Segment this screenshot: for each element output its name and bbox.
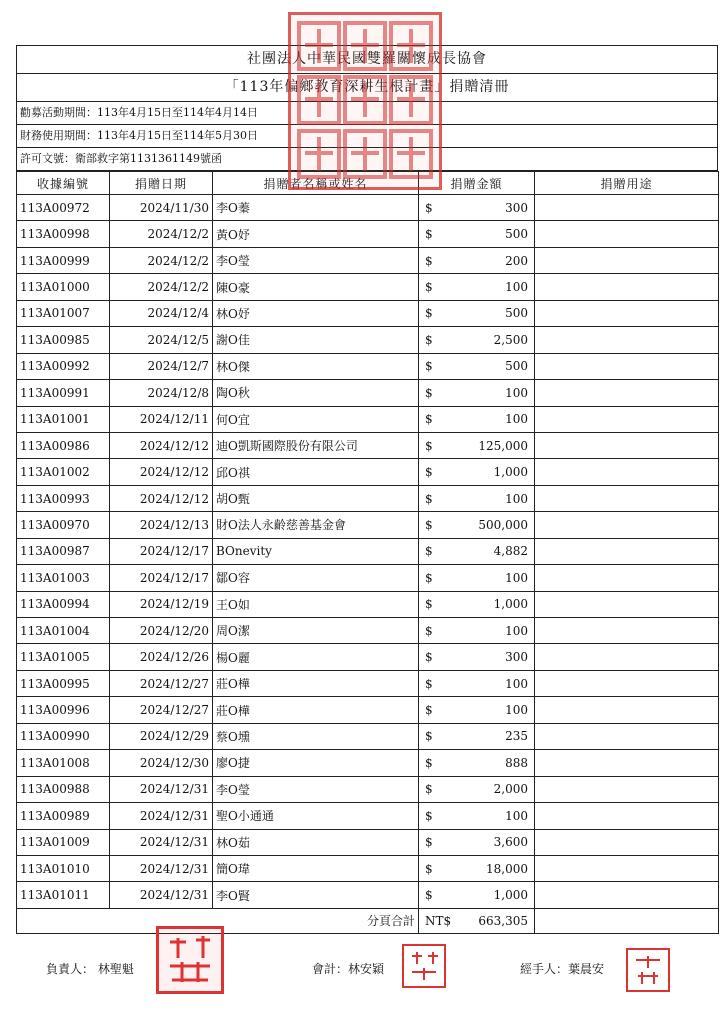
amount-value: 100	[505, 676, 528, 691]
donation-date: 2024/12/31	[110, 803, 213, 829]
table-row	[17, 300, 719, 326]
table-row	[17, 670, 719, 696]
donation-date: 2024/12/17	[110, 565, 213, 591]
accountant-signature: 會計：林安穎	[312, 962, 385, 976]
receipt-number: 113A00990	[17, 723, 110, 749]
donor-name: 何O宜	[213, 406, 419, 432]
donor-name: 李O瑩	[213, 776, 419, 802]
currency-symbol: $	[425, 253, 433, 268]
currency-symbol: $	[425, 227, 433, 242]
receipt-number: 113A01001	[17, 406, 110, 432]
receipt-number: 113A01009	[17, 829, 110, 855]
donation-date: 2024/12/17	[110, 538, 213, 564]
donation-amount	[419, 882, 535, 908]
currency-symbol: $	[425, 491, 433, 506]
donor-name: 周O潔	[213, 618, 419, 644]
donor-name: 邱O祺	[213, 459, 419, 485]
donor-name: 楊O麗	[213, 644, 419, 670]
donation-date: 2024/11/30	[110, 195, 213, 221]
donor-name: 鄒O容	[213, 565, 419, 591]
amount-value: 125,000	[478, 438, 528, 453]
subtotal-currency: NT$	[425, 913, 452, 928]
donation-purpose	[535, 274, 719, 300]
currency-symbol: $	[425, 332, 433, 347]
amount-value: 200	[505, 253, 528, 268]
donation-date: 2024/12/27	[110, 697, 213, 723]
col-receipt: 收據編號	[17, 172, 110, 195]
donation-amount	[419, 803, 535, 829]
donation-amount	[419, 829, 535, 855]
responsible-signature: 負責人： 林聖魁	[46, 962, 134, 976]
amount-value: 500,000	[478, 517, 528, 532]
donation-date: 2024/12/2	[110, 221, 213, 247]
currency-symbol: $	[425, 623, 433, 638]
amount-value: 100	[505, 808, 528, 823]
donation-date: 2024/12/31	[110, 882, 213, 908]
receipt-number: 113A00987	[17, 538, 110, 564]
donation-purpose	[535, 618, 719, 644]
currency-symbol: $	[425, 755, 433, 770]
donation-purpose	[535, 882, 719, 908]
donation-purpose	[535, 459, 719, 485]
donation-date: 2024/12/4	[110, 300, 213, 326]
donation-purpose	[535, 300, 719, 326]
donor-name: BOnevity	[213, 538, 419, 564]
table-row	[17, 459, 719, 485]
amount-value: 300	[505, 200, 528, 215]
table-row	[17, 750, 719, 776]
receipt-number: 113A00985	[17, 327, 110, 353]
col-donor: 捐贈者名稱或姓名	[213, 172, 419, 195]
donor-name: 胡O甄	[213, 485, 419, 511]
table-row	[17, 432, 719, 458]
fundraising-period: 勸募活動期間：113年4月15日至114年4月14日	[17, 102, 717, 125]
table-row	[17, 803, 719, 829]
donation-purpose	[535, 750, 719, 776]
amount-value: 4,882	[493, 544, 528, 559]
donation-date: 2024/12/20	[110, 618, 213, 644]
donation-date: 2024/12/7	[110, 353, 213, 379]
currency-symbol: $	[425, 703, 433, 718]
subtotal-label: 分頁合計	[17, 908, 419, 933]
table-row	[17, 618, 719, 644]
donation-amount	[419, 670, 535, 696]
currency-symbol: $	[425, 517, 433, 532]
table-row	[17, 723, 719, 749]
donor-name: 林O妤	[213, 300, 419, 326]
donation-purpose	[535, 670, 719, 696]
donation-purpose	[535, 247, 719, 273]
donation-date: 2024/12/5	[110, 327, 213, 353]
receipt-number: 113A00999	[17, 247, 110, 273]
donation-purpose	[535, 697, 719, 723]
currency-symbol: $	[425, 861, 433, 876]
currency-symbol: $	[425, 676, 433, 691]
table-row	[17, 512, 719, 538]
receipt-number: 113A00970	[17, 512, 110, 538]
donation-amount	[419, 247, 535, 273]
handler-seal-stamp	[626, 948, 670, 992]
receipt-number: 113A00988	[17, 776, 110, 802]
amount-value: 1,000	[493, 888, 528, 903]
donation-date: 2024/12/27	[110, 670, 213, 696]
receipt-number: 113A01007	[17, 300, 110, 326]
donation-purpose	[535, 855, 719, 881]
donor-name: 陶O秋	[213, 380, 419, 406]
donation-purpose	[535, 591, 719, 617]
table-row	[17, 776, 719, 802]
donation-date: 2024/12/13	[110, 512, 213, 538]
amount-value: 18,000	[486, 861, 528, 876]
amount-value: 2,500	[493, 332, 528, 347]
donation-amount	[419, 565, 535, 591]
donation-purpose	[535, 406, 719, 432]
receipt-number: 113A00995	[17, 670, 110, 696]
currency-symbol: $	[425, 412, 433, 427]
table-row	[17, 829, 719, 855]
donor-name: 黃O妤	[213, 221, 419, 247]
currency-symbol: $	[425, 729, 433, 744]
receipt-number: 113A01010	[17, 855, 110, 881]
donation-amount	[419, 274, 535, 300]
donation-date: 2024/12/30	[110, 750, 213, 776]
donation-purpose	[535, 485, 719, 511]
table-row	[17, 247, 719, 273]
subtotal-value: 663,305	[478, 913, 528, 928]
receipt-number: 113A00986	[17, 432, 110, 458]
org-seal-stamp	[288, 12, 442, 190]
currency-symbol: $	[425, 385, 433, 400]
currency-symbol: $	[425, 888, 433, 903]
permit-number: 許可文號：衛部救字第1131361149號函	[17, 148, 717, 171]
receipt-number: 113A01000	[17, 274, 110, 300]
currency-symbol: $	[425, 438, 433, 453]
donation-amount	[419, 485, 535, 511]
receipt-number: 113A01011	[17, 882, 110, 908]
donation-amount	[419, 432, 535, 458]
donation-purpose	[535, 829, 719, 855]
donation-date: 2024/12/12	[110, 432, 213, 458]
handler-signature: 經手人：葉晨安	[520, 962, 605, 976]
responsible-seal-glyphs	[162, 932, 218, 988]
donation-date: 2024/12/31	[110, 776, 213, 802]
donation-amount	[419, 776, 535, 802]
donation-date: 2024/12/29	[110, 723, 213, 749]
col-amount: 捐贈金額	[419, 172, 535, 195]
currency-symbol: $	[425, 280, 433, 295]
col-purpose: 捐贈用途	[535, 172, 719, 195]
accountant-seal-stamp	[402, 944, 446, 988]
donation-date: 2024/12/2	[110, 274, 213, 300]
donor-name: 聖O小通通	[213, 803, 419, 829]
donation-amount	[419, 644, 535, 670]
donation-amount	[419, 855, 535, 881]
amount-value: 3,600	[493, 835, 528, 850]
table-row	[17, 195, 719, 221]
table-row	[17, 697, 719, 723]
donation-purpose	[535, 327, 719, 353]
donation-purpose	[535, 221, 719, 247]
table-body	[17, 195, 719, 909]
currency-symbol: $	[425, 306, 433, 321]
currency-symbol: $	[425, 650, 433, 665]
donor-name: 李O蓁	[213, 195, 419, 221]
receipt-number: 113A01003	[17, 565, 110, 591]
donation-amount	[419, 538, 535, 564]
donation-purpose	[535, 380, 719, 406]
donor-name: 莊O樺	[213, 697, 419, 723]
amount-value: 888	[505, 755, 528, 770]
receipt-number: 113A00989	[17, 803, 110, 829]
donation-date: 2024/12/26	[110, 644, 213, 670]
donor-name: 簡O瑋	[213, 855, 419, 881]
donor-name: 廖O捷	[213, 750, 419, 776]
table-row	[17, 565, 719, 591]
donation-purpose	[535, 512, 719, 538]
responsible-seal-stamp	[156, 926, 224, 994]
donor-name: 林O傑	[213, 353, 419, 379]
donation-amount	[419, 591, 535, 617]
donor-name: 謝O佳	[213, 327, 419, 353]
donor-name: 財O法人永齡慈善基金會	[213, 512, 419, 538]
receipt-number: 113A00972	[17, 195, 110, 221]
currency-symbol: $	[425, 808, 433, 823]
table-row	[17, 327, 719, 353]
donor-name: 陳O豪	[213, 274, 419, 300]
donation-purpose	[535, 776, 719, 802]
org-name: 社團法人中華民國雙羅關懷成長協會	[17, 46, 717, 74]
donation-amount	[419, 723, 535, 749]
donation-purpose	[535, 644, 719, 670]
receipt-number: 113A01005	[17, 644, 110, 670]
donation-purpose	[535, 803, 719, 829]
donation-amount	[419, 697, 535, 723]
currency-symbol: $	[425, 359, 433, 374]
amount-value: 100	[505, 491, 528, 506]
amount-value: 1,000	[493, 597, 528, 612]
donation-purpose	[535, 432, 719, 458]
donation-amount	[419, 300, 535, 326]
donor-name: 李O賢	[213, 882, 419, 908]
currency-symbol: $	[425, 570, 433, 585]
table-row	[17, 644, 719, 670]
table-row	[17, 485, 719, 511]
col-date: 捐贈日期	[110, 172, 213, 195]
amount-value: 1,000	[493, 465, 528, 480]
donation-date: 2024/12/8	[110, 380, 213, 406]
donation-amount	[419, 380, 535, 406]
table-row	[17, 406, 719, 432]
donation-table	[16, 171, 719, 934]
donation-amount	[419, 512, 535, 538]
amount-value: 2,000	[493, 782, 528, 797]
donation-purpose	[535, 195, 719, 221]
donation-date: 2024/12/12	[110, 485, 213, 511]
table-row	[17, 380, 719, 406]
currency-symbol: $	[425, 465, 433, 480]
receipt-number: 113A00996	[17, 697, 110, 723]
table-row	[17, 274, 719, 300]
table-row	[17, 538, 719, 564]
amount-value: 100	[505, 623, 528, 638]
amount-value: 235	[505, 729, 528, 744]
currency-symbol: $	[425, 782, 433, 797]
receipt-number: 113A01008	[17, 750, 110, 776]
donor-name: 王O如	[213, 591, 419, 617]
table-row	[17, 221, 719, 247]
amount-value: 500	[505, 227, 528, 242]
donation-purpose	[535, 565, 719, 591]
currency-symbol: $	[425, 544, 433, 559]
donation-purpose	[535, 538, 719, 564]
receipt-number: 113A01002	[17, 459, 110, 485]
receipt-number: 113A00994	[17, 591, 110, 617]
table-row	[17, 353, 719, 379]
table-row	[17, 591, 719, 617]
donation-date: 2024/12/2	[110, 247, 213, 273]
table-row	[17, 855, 719, 881]
subtotal-purpose	[535, 908, 719, 933]
donation-date: 2024/12/11	[110, 406, 213, 432]
amount-value: 100	[505, 280, 528, 295]
currency-symbol: $	[425, 200, 433, 215]
amount-value: 100	[505, 412, 528, 427]
donor-name: 莊O樺	[213, 670, 419, 696]
donor-name: 林O茹	[213, 829, 419, 855]
currency-symbol: $	[425, 597, 433, 612]
register-title: 「113年偏鄉教育深耕生根計畫」捐贈清冊	[17, 74, 717, 102]
donation-amount	[419, 750, 535, 776]
org-seal-glyphs	[291, 15, 439, 187]
donation-date: 2024/12/31	[110, 855, 213, 881]
receipt-number: 113A01004	[17, 618, 110, 644]
donation-purpose	[535, 353, 719, 379]
amount-value: 100	[505, 703, 528, 718]
donation-purpose	[535, 723, 719, 749]
donation-amount	[419, 221, 535, 247]
donor-name: 蔡O壎	[213, 723, 419, 749]
receipt-number: 113A00993	[17, 485, 110, 511]
donation-date: 2024/12/12	[110, 459, 213, 485]
donation-date: 2024/12/31	[110, 829, 213, 855]
usage-period: 財務使用期間：113年4月15日至114年5月30日	[17, 125, 717, 148]
donation-amount	[419, 327, 535, 353]
donor-name: 迪O凱斯國際股份有限公司	[213, 432, 419, 458]
donation-amount	[419, 353, 535, 379]
table-row	[17, 882, 719, 908]
handler-seal-glyphs	[630, 952, 666, 988]
amount-value: 100	[505, 570, 528, 585]
donation-amount	[419, 459, 535, 485]
subtotal-row	[17, 908, 719, 933]
subtotal-amount	[419, 908, 535, 933]
donation-amount	[419, 195, 535, 221]
receipt-number: 113A00992	[17, 353, 110, 379]
currency-symbol: $	[425, 835, 433, 850]
receipt-number: 113A00991	[17, 380, 110, 406]
amount-value: 500	[505, 359, 528, 374]
receipt-number: 113A00998	[17, 221, 110, 247]
amount-value: 300	[505, 650, 528, 665]
donation-amount	[419, 618, 535, 644]
donation-amount	[419, 406, 535, 432]
amount-value: 500	[505, 306, 528, 321]
donor-name: 李O瑩	[213, 247, 419, 273]
donation-date: 2024/12/19	[110, 591, 213, 617]
accountant-seal-glyphs	[406, 948, 442, 984]
amount-value: 100	[505, 385, 528, 400]
